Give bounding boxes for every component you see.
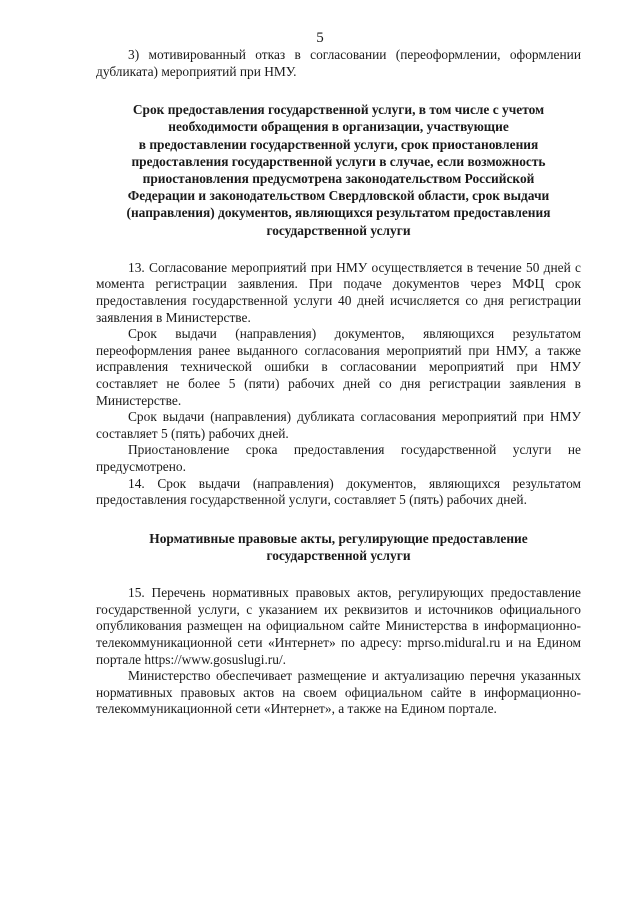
paragraph-15: 15. Перечень нормативных правовых актов, регулирующих предоставление государственной услуги, с указанием их реквизитов и источников официального опубликования размещен на официальном сайте Министерства в информационно-телекоммуникационной сети «Интернет» по адресу: mprso.midural.ru и на Едином портале https://www.gosuslugi.ru/. [96,585,581,667]
page-number: 5 [316,30,324,46]
document-body [96,47,581,718]
heading-line: (направления) документов, являющихся результатом предоставления [126,205,551,221]
intro-item: 3) мотивированный отказ в согласовании (переоформлении, оформлении дубликата) мероприятий при НМУ. [96,47,581,79]
heading-line: предоставления государственной услуги в случае, если возможность [131,153,546,169]
heading-line: Федерации и законодательством Свердловской области, срок выдачи [127,188,550,204]
paragraph-14: 14. Срок выдачи (направления) документов, являющихся результатом предоставления государственной услуги, составляет 5 (пять) рабочих дней. [96,475,581,508]
heading-line: в предоставлении государственной услуги, срок приостановления [138,136,539,152]
section2-heading [96,530,581,564]
paragraph-duplicate-term: Срок выдачи (направления) дубликата согласования мероприятий при НМУ составляет 5 (пять) рабочих дней. [96,409,581,441]
heading-line: государственной услуги [266,222,411,238]
paragraph-13: 13. Согласование мероприятий при НМУ осуществляется в течение 50 дней с момента регистрации заявления. При подаче документов через МФЦ срок предоставления государственной услуги 40 дней исчисляется со дня регистрации заявления в Министерстве. [96,259,581,325]
heading-line: необходимости обращения в организации, участвующие [168,119,509,135]
heading-line: Срок предоставления государственной услуги, в том числе с учетом [132,102,545,118]
heading-line: приостановления предусмотрена законодательством Российской [142,171,535,186]
paragraph-reissue-term: Срок выдачи (направления) документов, являющихся результатом переоформления ранее выданного согласования мероприятий при НМУ, а также исправления технической ошибки в согласовании мероприятий при НМУ составляет не более 5 (пяти) рабочих дней со дня регистрации заявления в Министерстве. [96,326,581,408]
paragraph-suspension: Приостановление срока предоставления государственной услуги не предусмотрено. [96,442,581,474]
section1-heading [96,101,581,239]
paragraph-ministry-duty: Министерство обеспечивает размещение и актуализацию перечня указанных нормативных правовых актов на своем официальном сайте в информационно-телекоммуникационной сети «Интернет», а также на Едином портале. [96,668,581,717]
heading-line: Нормативные правовые акты, регулирующие предоставление [149,530,528,546]
heading-line: государственной услуги [266,547,411,563]
